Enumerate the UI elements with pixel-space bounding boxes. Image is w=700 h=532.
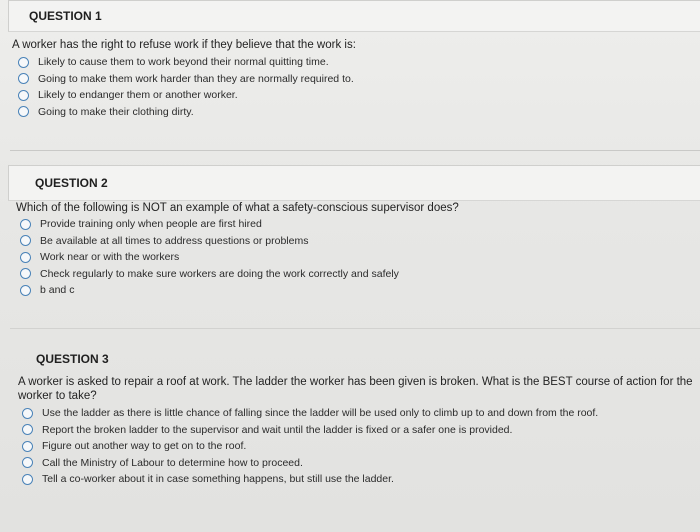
answer-option[interactable]	[22, 438, 598, 455]
question-2	[0, 165, 700, 297]
radio-button-icon[interactable]	[18, 57, 29, 68]
answer-option-label: Going to make them work harder than they are normally required to.	[38, 72, 354, 85]
answer-option[interactable]	[18, 104, 354, 121]
question-3-text: A worker is asked to repair a roof at work. The ladder the worker has been given is broken. What is the BEST course of action for the worker to take?	[18, 376, 693, 402]
answer-option-label: Likely to endanger them or another worker.	[38, 89, 238, 102]
radio-button-icon[interactable]	[18, 90, 29, 101]
question-1-options	[18, 54, 354, 120]
answer-option[interactable]	[20, 249, 399, 266]
radio-button-icon[interactable]	[20, 219, 31, 230]
answer-option-label: Tell a co-worker about it in case something happens, but still use the ladder.	[42, 473, 394, 486]
radio-button-icon[interactable]	[20, 268, 31, 279]
question-2-text: Which of the following is NOT an example of what a safety-conscious supervisor does?	[16, 202, 459, 214]
answer-option-label: Figure out another way to get on to the roof.	[42, 440, 247, 453]
radio-button-icon[interactable]	[20, 285, 31, 296]
question-1-text: A worker has the right to refuse work if they believe that the work is:	[12, 39, 356, 51]
question-3	[0, 345, 700, 486]
answer-option-label: Going to make their clothing dirty.	[38, 105, 194, 118]
answer-option[interactable]	[22, 422, 598, 439]
answer-option-label: Use the ladder as there is little chance of falling since the ladder will be used only to climb up to and down from the roof.	[42, 407, 599, 420]
answer-option-label: Check regularly to make sure workers are doing the work correctly and safely	[40, 267, 399, 280]
question-divider	[10, 328, 700, 329]
answer-option[interactable]	[20, 282, 399, 299]
answer-option[interactable]	[18, 87, 354, 104]
question-3-title: QUESTION 3	[36, 352, 109, 366]
answer-option-label: Likely to cause them to work beyond their normal quitting time.	[38, 56, 329, 69]
question-2-options	[20, 216, 399, 299]
radio-button-icon[interactable]	[22, 474, 33, 485]
answer-option-label: Work near or with the workers	[40, 251, 180, 264]
answer-option-label: Call the Ministry of Labour to determine how to proceed.	[42, 456, 303, 469]
question-1-title: QUESTION 1	[8, 0, 700, 32]
answer-option-label: Be available at all times to address questions or problems	[40, 234, 309, 247]
question-divider	[10, 150, 700, 151]
radio-button-icon[interactable]	[20, 252, 31, 263]
answer-option[interactable]	[18, 54, 354, 71]
answer-option-label: Report the broken ladder to the supervisor and wait until the ladder is fixed or a safer one is provided.	[42, 423, 513, 436]
question-3-options	[22, 405, 598, 488]
answer-option[interactable]	[20, 233, 399, 250]
question-1	[0, 0, 700, 118]
answer-option[interactable]	[20, 216, 399, 233]
radio-button-icon[interactable]	[22, 441, 33, 452]
radio-button-icon[interactable]	[18, 106, 29, 117]
answer-option[interactable]	[22, 455, 598, 472]
answer-option-label: Provide training only when people are first hired	[40, 218, 262, 231]
answer-option[interactable]	[18, 71, 354, 88]
question-2-title: QUESTION 2	[8, 165, 700, 201]
radio-button-icon[interactable]	[22, 457, 33, 468]
answer-option[interactable]	[20, 266, 399, 283]
radio-button-icon[interactable]	[22, 408, 33, 419]
radio-button-icon[interactable]	[20, 235, 31, 246]
answer-option[interactable]	[22, 471, 598, 488]
answer-option[interactable]	[22, 405, 598, 422]
radio-button-icon[interactable]	[22, 424, 33, 435]
answer-option-label: b and c	[40, 284, 75, 297]
radio-button-icon[interactable]	[18, 73, 29, 84]
